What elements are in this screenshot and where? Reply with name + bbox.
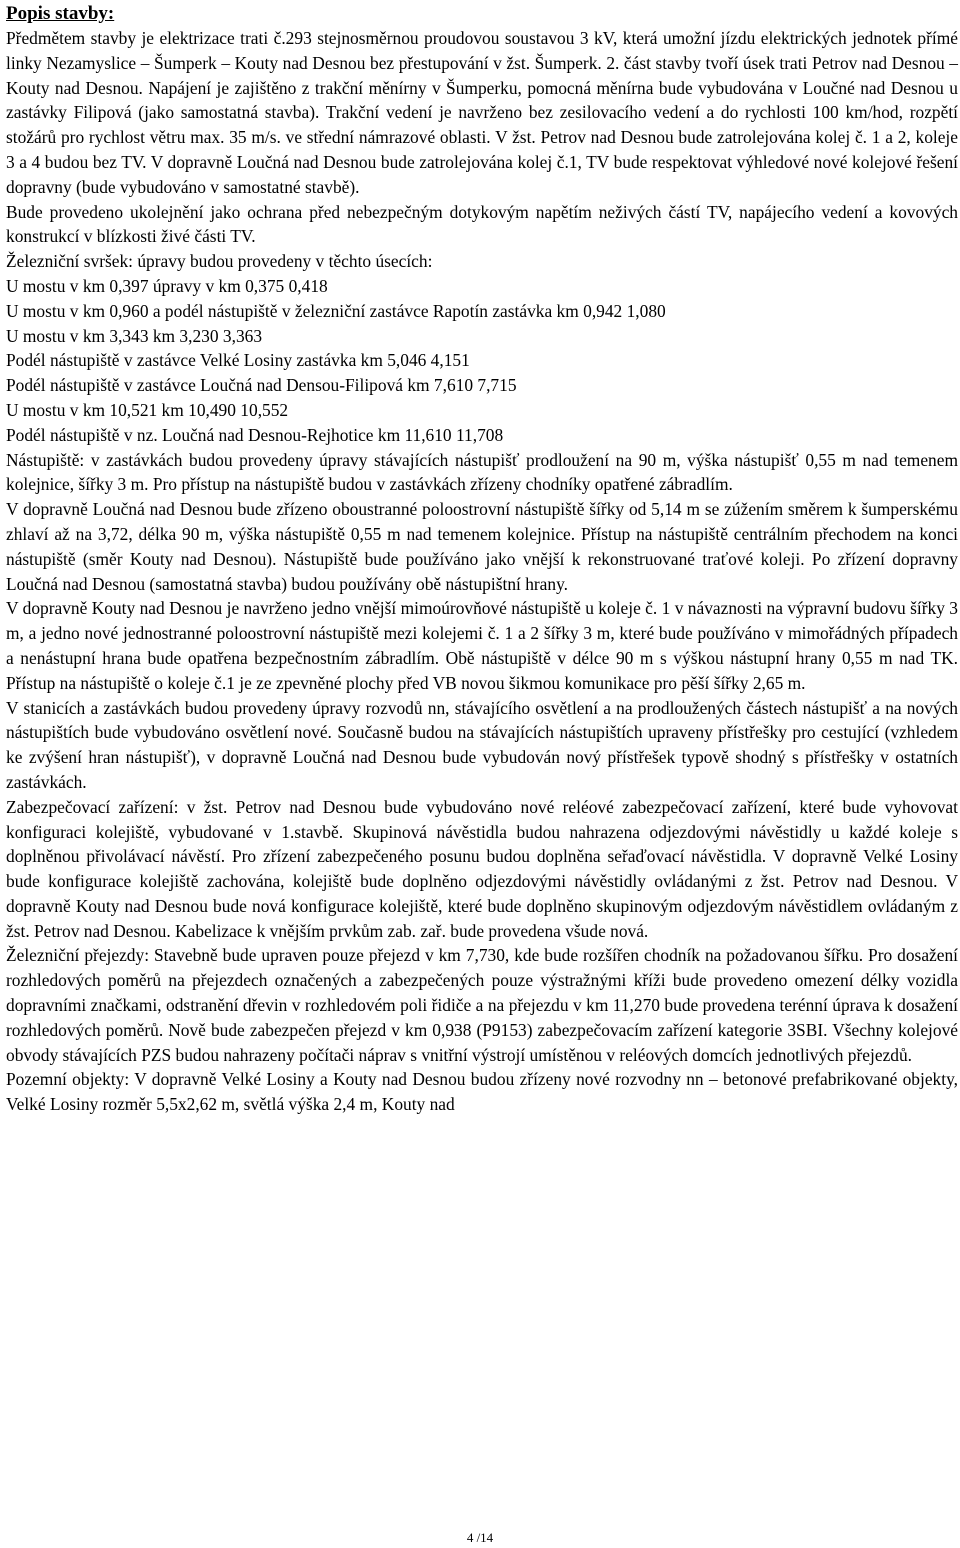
paragraph-signalling: Zabezpečovací zařízení: v žst. Petrov nad Desnou bude vybudováno nové reléové zabezpečovací zařízení, které bude vyhovovat konfiguraci kolejiště, vybudované v 1.stavbě. Skupinová návěstidla budou nahrazena odjezdovými návěstidly u každé koleje s doplněnou přivolávací návěstí. Pro zřízení zabezpečeného posunu budou doplněna seřaďovací návěstidla. V dopravně Velké Losiny bude konfigurace kolejiště zachována, kolejiště bude doplněno odjezdovými návěstidly ovládanými z žst. Petrov nad Desnou. V dopravně Kouty nad Desnou bude nová konfigurace kolejiště, které bude doplněno skupinovým odjezdovým návěstidlem ovládaným z žst. Petrov nad Desnou. Kabelizace k vnějším prvkům zab. zař. bude provedena všude nová. xyxy=(6,796,958,941)
section-title: Popis stavby: xyxy=(6,3,115,24)
paragraph-loucna-platform: V dopravně Loučná nad Desnou bude zřízeno oboustranné poloostrovní nástupiště šířky od 5,14 m se zúžením směrem k šumperskému zhlaví až na 3,72, délka 90 m, výška nástupiště 0,55 m nad temenem kolejnice. Přístup na nástupiště centrálním přechodem na konci nástupiště (směr Kouty nad Desnou). Nástupiště bude používáno jako vnější k rekonstruované traťové koleji. Po zřízení dopravny Loučná nad Desnou (samostatná stavba) budou používány obě nástupištní hrany. xyxy=(6,499,958,594)
track-section-line: Podél nástupiště v nz. Loučná nad Desnou-Rejhotice km 11,610 11,708 xyxy=(6,424,504,445)
paragraph-platforms: Nástupiště: v zastávkách budou provedeny úpravy stávajících nástupišť prodloužení na 90 m, výška nástupišť 0,55 m nad temenem kolejnice, šířky 3 m. Pro přístup na nástupiště budou v zastávkách zřízeny chodníky opatřené zábradlím. xyxy=(6,449,958,495)
paragraph-intro: Předmětem stavby je elektrizace trati č.293 stejnosměrnou proudovou soustavou 3 kV, která umožní jízdu elektrických jednotek přímé linky Nezamyslice – Šumperk – Kouty nad Desnou bez přestupování v žst. Šumperk. 2. část stavby tvoří úsek trati Petrov nad Desnou – Kouty nad Desnou. Napájení je zajištěno z trakční měnírny v Šumperku, pomocná měnírna bude vybudována v Loučné nad Desnou u zastávky Filipová (jako samostatná stavba). Trakční vedení je navrženo bez zesilovacího vedení a do rychlosti 100 km/hod, rozpětí stožárů pro rychlost větru max. 35 m/s. ve střední námrazové oblasti. V žst. Petrov nad Desnou bude zatrolejována kolej č. 1 a 2, koleje 3 a 4 budou bez TV. V dopravně Loučná nad Desnou bude zatrolejována kolej č.1, TV bude respektovat výhledové nové kolejové řešení dopravny (bude vybudováno v samostatné stavbě). xyxy=(6,28,958,197)
document-page xyxy=(6,2,958,1117)
paragraph-lighting: V stanicích a zastávkách budou provedeny úpravy rozvodů nn, stávajícího osvětlení a na prodloužených částech nástupišť a na nových nástupištích bude vybudováno osvětlení nové. Současně budou na stávajících nástupištích upraveny přístřešky pro cestující (vzhledem ke zvýšení hran nástupišť), v dopravně Loučná nad Desnou bude vybudován nový přístřešek typově shodný s přístřešky v ostatních zastávkách. xyxy=(6,697,958,792)
track-section-line: U mostu v km 0,960 a podél nástupiště v železniční zastávce Rapotín zastávka km 0,942 1,080 xyxy=(6,300,666,321)
track-section-line: U mostu v km 0,397 úpravy v km 0,375 0,418 xyxy=(6,275,328,296)
track-section-line: U mostu v km 10,521 km 10,490 10,552 xyxy=(6,399,289,420)
paragraph-grounding: Bude provedeno ukolejnění jako ochrana před nebezpečným dotykovým napětím neživých částí TV, napájecího vedení a kovových konstrukcí v blízkosti živé části TV. xyxy=(6,201,958,247)
track-section-line: Podél nástupiště v zastávce Loučná nad Densou-Filipová km 7,610 7,715 xyxy=(6,375,517,396)
paragraph-buildings: Pozemní objekty: V dopravně Velké Losiny a Kouty nad Desnou budou zřízeny nové rozvodny nn – betonové prefabrikované objekty, Velké Losiny rozměr 5,5x2,62 m, světlá výška 2,4 m, Kouty nad xyxy=(6,1069,958,1115)
track-heading: Železniční svršek: úpravy budou provedeny v těchto úsecích: xyxy=(6,251,433,272)
track-section-line: Podél nástupiště v zastávce Velké Losiny zastávka km 5,046 4,151 xyxy=(6,350,470,371)
paragraph-crossings: Železniční přejezdy: Stavebně bude upraven pouze přejezd v km 7,730, kde bude rozšířen chodník na požadovanou šířku. Pro dosažení rozhledových poměrů na přejezdech označených a zabezpečených pouze výstražnými kříži bude provedeno omezení délky vozidla dopravními značkami, odstranění dřevin v rozhledovém poli řidiče a na přejezdu v km 11,270 bude provedena terénní úprava k dosažení rozhledových poměrů. Nově bude zabezpečen přejezd v km 0,938 (P9153) zabezpečovacím zařízení kategorie 3SBI. Všechny kolejové obvody stávajících PZS budou nahrazeny počítači náprav s vnitřní výstrojí umístěnou v reléových domcích jednotlivých přejezdů. xyxy=(6,945,958,1065)
paragraph-kouty-platform: V dopravně Kouty nad Desnou je navrženo jedno vnější mimoúrovňové nástupiště u koleje č. 1 v návaznosti na výpravní budovu šířky 3 m, a jedno nové jednostranné poloostrovní nástupiště mezi kolejemi č. 1 a 2 šířky 3 m, které bude používáno v mimořádných případech a nenástupní hrana bude opatřena bezpečnostním zábradlím. Obě nástupiště v délce 90 m s výškou nástupní hrany 0,55 m nad TK. Přístup na nástupiště o koleje č.1 je ze zpevněné plochy před VB novou šikmou komunikace pro pěší šířky 2,65 m. xyxy=(6,598,958,693)
track-section-line: U mostu v km 3,343 km 3,230 3,363 xyxy=(6,325,263,346)
page-number: 4 /14 xyxy=(466,1530,494,1545)
